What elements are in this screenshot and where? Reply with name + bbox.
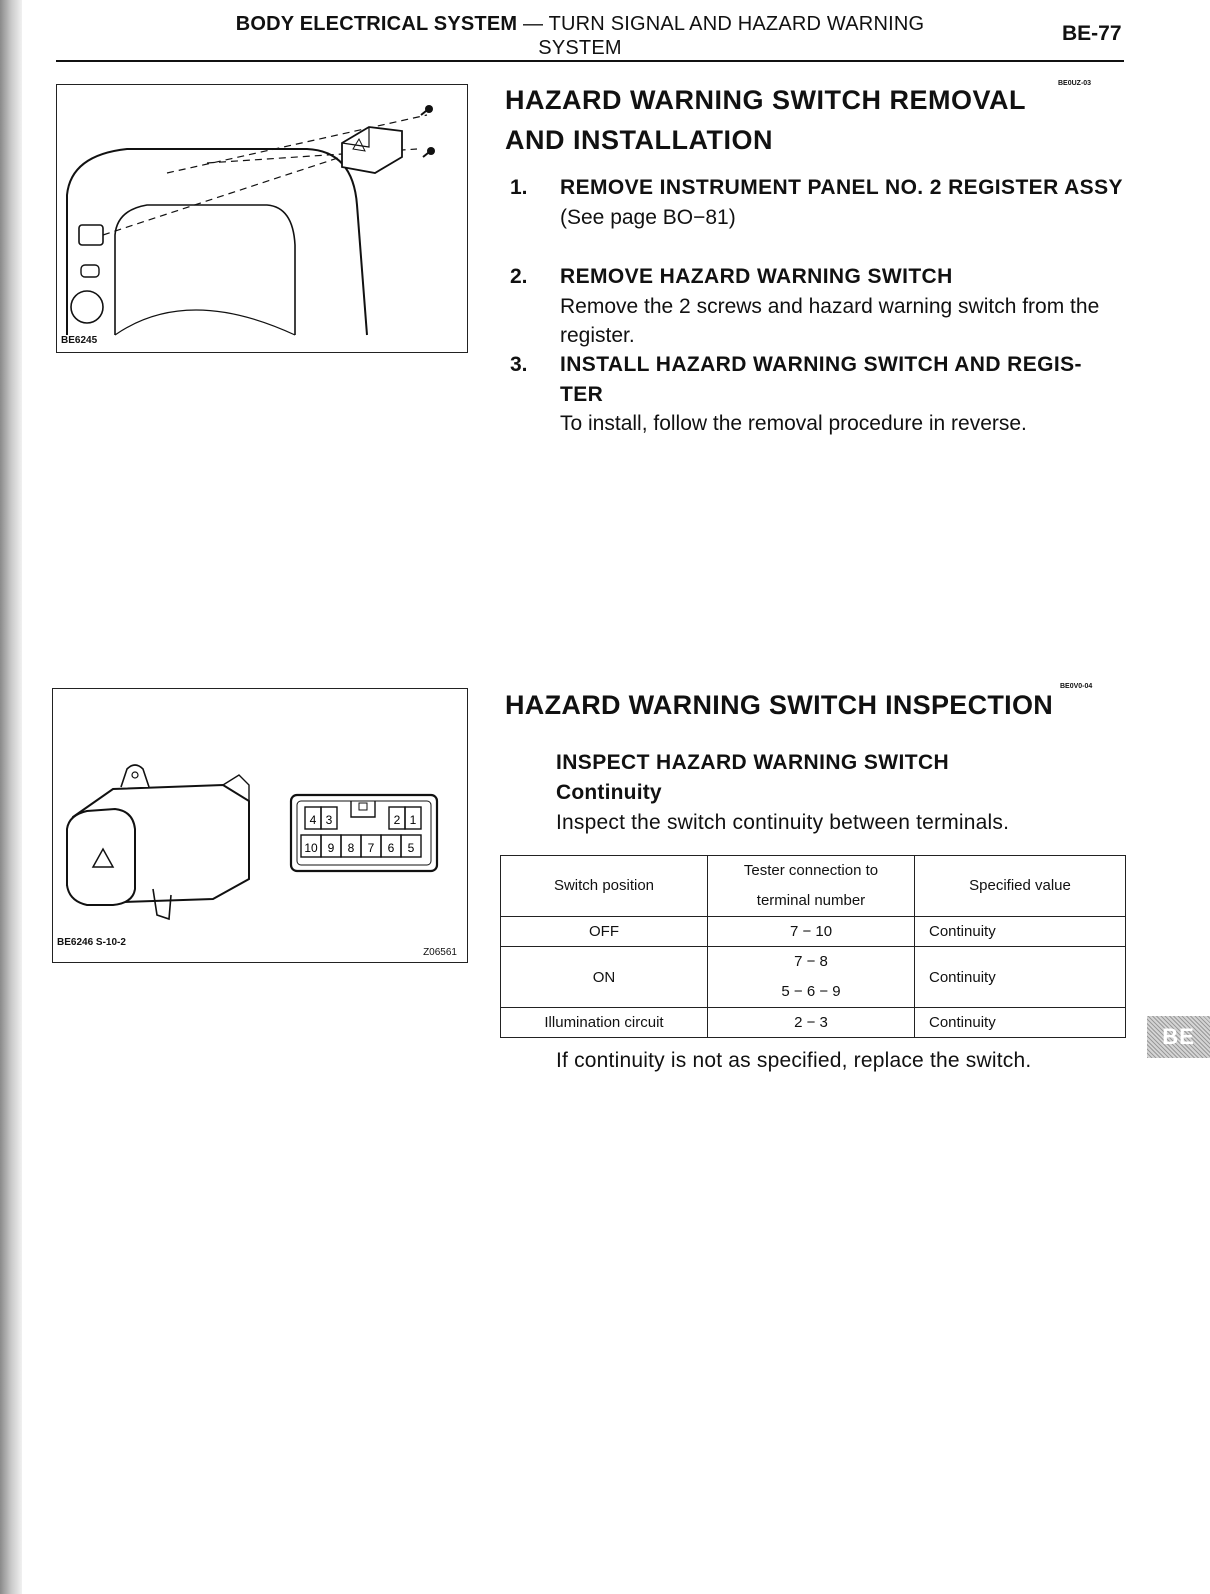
removal-step-2 [510,262,1130,351]
inspection-conclusion: If continuity is not as specified, replace the switch. [556,1049,1032,1072]
connector-pin-9: 9 [327,841,335,855]
table-cell-position: Illumination circuit [501,1008,708,1038]
step-heading: REMOVE HAZARD WARNING SWITCH [560,265,953,288]
register-illustration [57,85,467,352]
step-heading: INSTALL HAZARD WARNING SWITCH AND REGIS-TER [560,353,1082,406]
section-tab-be: BE [1147,1016,1210,1058]
connector-pin-5: 5 [407,841,415,855]
step-number: 3. [510,353,528,376]
header-title [150,12,1010,60]
connector-pin-2: 2 [393,813,401,827]
table-row [501,917,1126,947]
table-cell-value: Continuity [915,1008,1126,1038]
switch-illustration [53,689,467,962]
removal-section-code: BE0UZ-03 [1058,80,1092,87]
header-title-rest: — TURN SIGNAL AND HAZARD WARNING [517,13,925,35]
continuity-table [500,855,1126,1038]
table-cell-position: ON [501,947,708,1008]
table-header-cell: Specified value [915,856,1126,917]
header-rule [56,60,1124,62]
header-title-line2: SYSTEM [538,37,622,59]
step-number: 1. [510,176,528,199]
table-cell-terminals: 2 − 3 [708,1008,915,1038]
table-row [501,1008,1126,1038]
connector-pin-6: 6 [387,841,395,855]
table-header-cell: Switch position [501,856,708,917]
connector-pin-7: 7 [367,841,375,855]
table-row [501,947,1126,1008]
step-text: To install, follow the removal procedure in reverse. [560,412,1027,435]
removal-title-line2: AND INSTALLATION [505,125,773,155]
removal-title-line1: HAZARD WARNING SWITCH REMOVAL [505,85,1026,115]
removal-section-title [505,80,1026,160]
connector-pin-8: 8 [347,841,355,855]
step-heading: REMOVE INSTRUMENT PANEL NO. 2 REGISTER ASSY [560,176,1123,199]
table-cell-position: OFF [501,917,708,947]
connector-pin-1: 1 [409,813,417,827]
step-text: Remove the 2 screws and hazard warning switch from the register. [560,294,1100,347]
inspection-subhead: INSPECT HAZARD WARNING SWITCH [556,751,950,774]
removal-step-3 [510,350,1130,439]
removal-figure-id: BE6245 [61,335,98,346]
removal-figure [56,84,468,353]
page-number: BE-77 [1062,22,1122,45]
inspection-instruction: Inspect the switch continuity between terminals. [556,811,1010,834]
table-header-cell: Tester connection to terminal number [708,856,915,917]
inspection-figure-ref: Z06561 [423,947,457,958]
removal-step-1 [510,173,1130,232]
connector-pin-4: 4 [309,813,317,827]
step-number: 2. [510,265,528,288]
step-text: (See page BO−81) [560,205,736,229]
inspection-section-code: BE0V0-04 [1060,683,1093,690]
connector-pin-3: 3 [325,813,333,827]
table-cell-value: Continuity [915,917,1126,947]
terminal-group: 5 − 6 − 9 [781,983,841,1000]
header-title-bold: BODY ELECTRICAL SYSTEM [235,13,518,35]
connector-pin-10: 10 [304,841,318,855]
table-cell-terminals: 7 − 10 [708,917,915,947]
inspection-figure-id: BE6246 S-10-2 [57,937,126,948]
inspection-figure [52,688,468,963]
inspection-section-title: HAZARD WARNING SWITCH INSPECTION [505,690,1054,720]
inspection-subhead-continuity: Continuity [556,781,662,804]
page-binding-shadow [0,0,22,1594]
table-cell-value: Continuity [915,947,1126,1008]
terminal-pair: 7 − 8 [794,953,828,970]
table-header-row [501,856,1126,917]
table-cell-terminals [708,947,915,1008]
